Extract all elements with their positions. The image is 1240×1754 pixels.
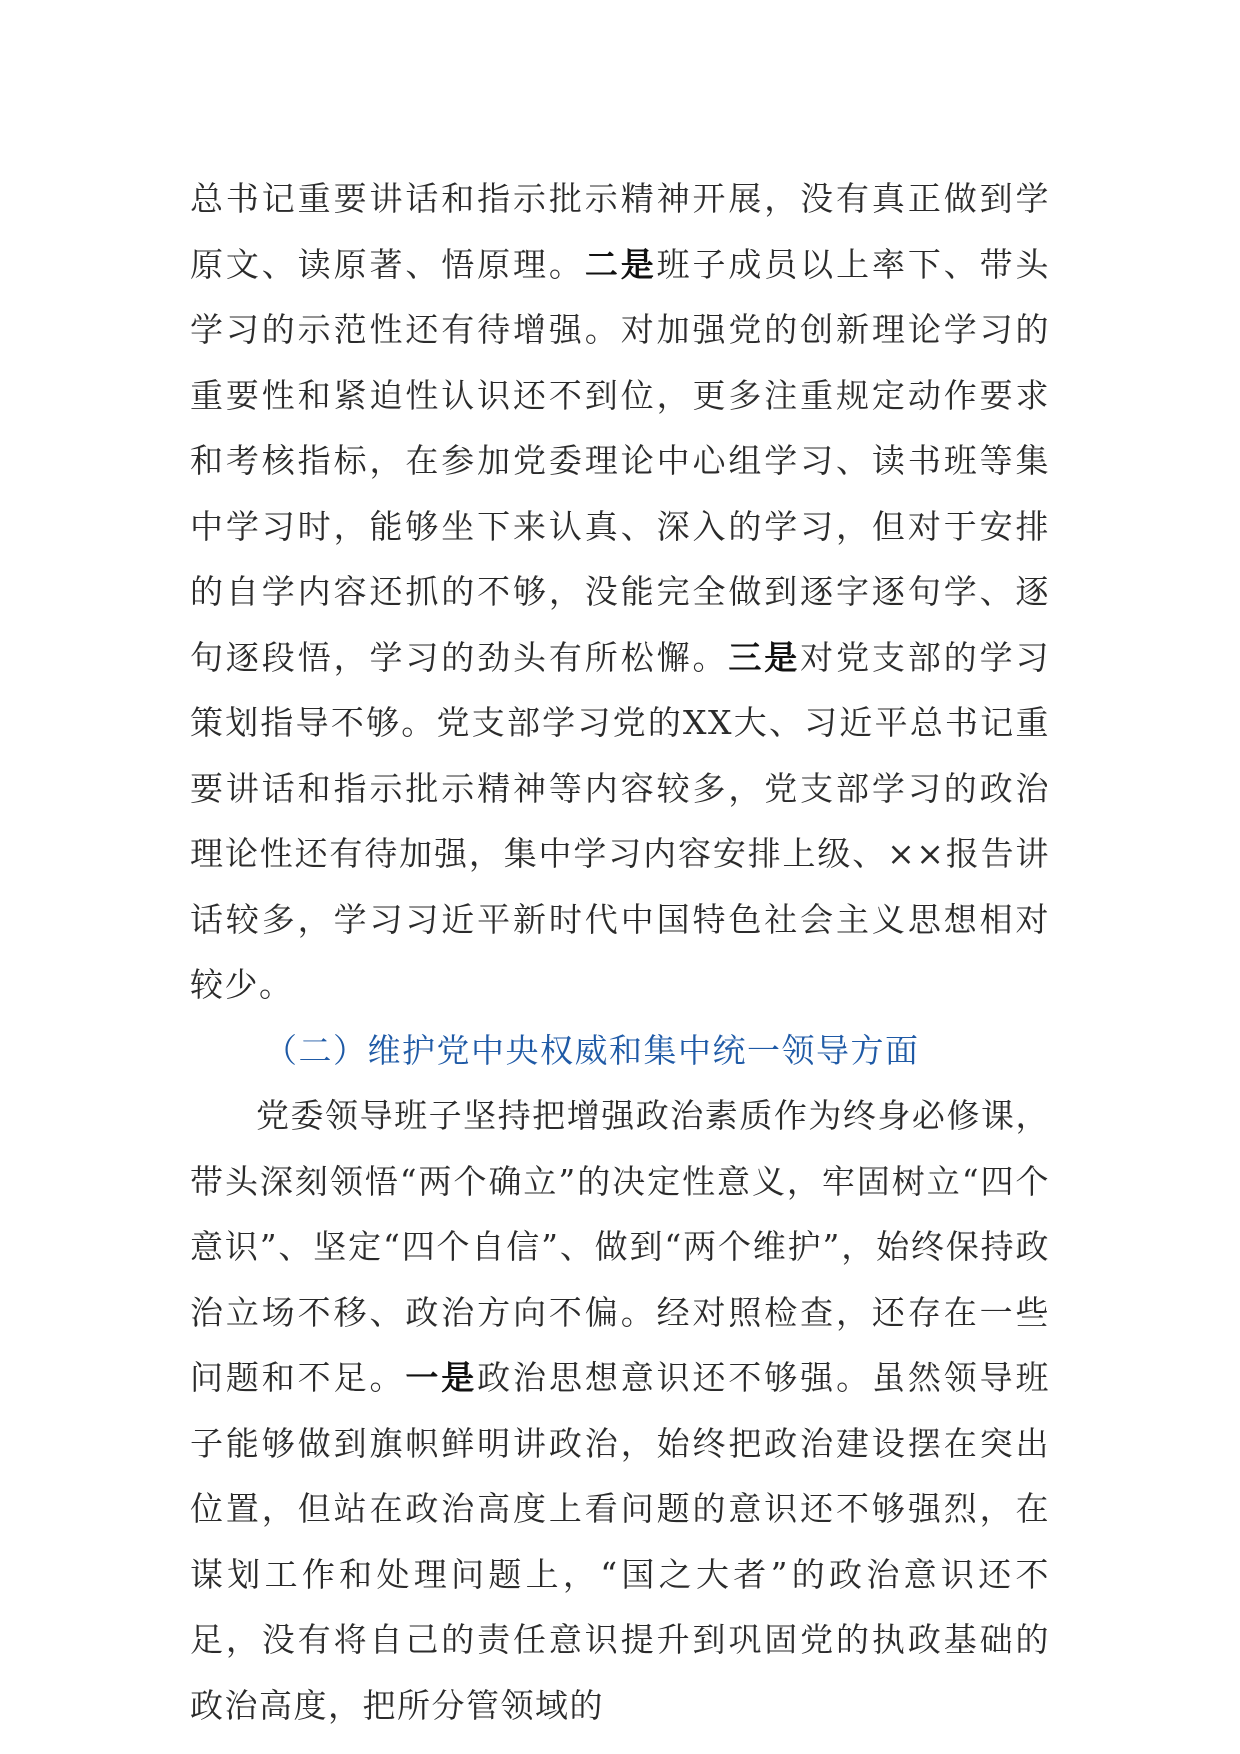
bold-marker-first: 一是 xyxy=(405,1358,478,1397)
bold-marker-third: 三是 xyxy=(728,637,801,677)
paragraph-text: 班子成员以上率下、带头学习的示范性还有待增强。对加强党的创新理论学习的重要性和紧迫性认识还不到位，更多注重规定动作要求和考核指标，在参加党委理论中心组学习、读书班等集中学习时，能够坐下来认真、深入的学习，但对于安排的自学内容还抓的不够，没能完全做到逐字逐句学、逐句逐段悟，学习的劲头有所松懈。 xyxy=(190,244,1051,677)
bold-marker-second: 二是 xyxy=(584,244,657,284)
paragraph-political-leadership xyxy=(190,1083,1050,1738)
paragraph-text: 党委领导班子坚持把增强政治素质作为终身必修课，带头深刻领悟“两个确立”的决定性意义，牢固树立“四个意识”、坚定“四个自信”、做到“两个维护”，始终保持政治立场不移、政治方向不偏。经对照检查，还存在一些问题和不足。 xyxy=(190,1096,1050,1397)
paragraph-text: 政治思想意识还不够强。虽然领导班子能够做到旗帜鲜明讲政治，始终把政治建设摆在突出位置，但站在政治高度上看问题的意识还不够强烈，在谋划工作和处理问题上，“国之大者”的政治意识还不足，没有将自己的责任意识提升到巩固党的执政基础的政治高度，把所分管领域的 xyxy=(190,1358,1051,1725)
paragraph-text: 总书记重要讲话和指示批示精神开展，没有真正做到学原文、读原著、悟原理。 xyxy=(190,179,1050,284)
paragraph-text: 对党支部的学习策划指导不够。党支部学习党的XX大、习近平总书记重要讲话和指示批示精神等内容较多，党支部学习的政治理论性还有待加强，集中学习内容安排上级、××报告讲话较多，学习习近平新时代中国特色社会主义思想相对较少。 xyxy=(190,637,1051,1004)
paragraph-study-issues xyxy=(190,166,1050,1018)
section-heading: （二）维护党中央权威和集中统一领导方面 xyxy=(264,1030,920,1070)
document-body xyxy=(190,166,1050,1738)
